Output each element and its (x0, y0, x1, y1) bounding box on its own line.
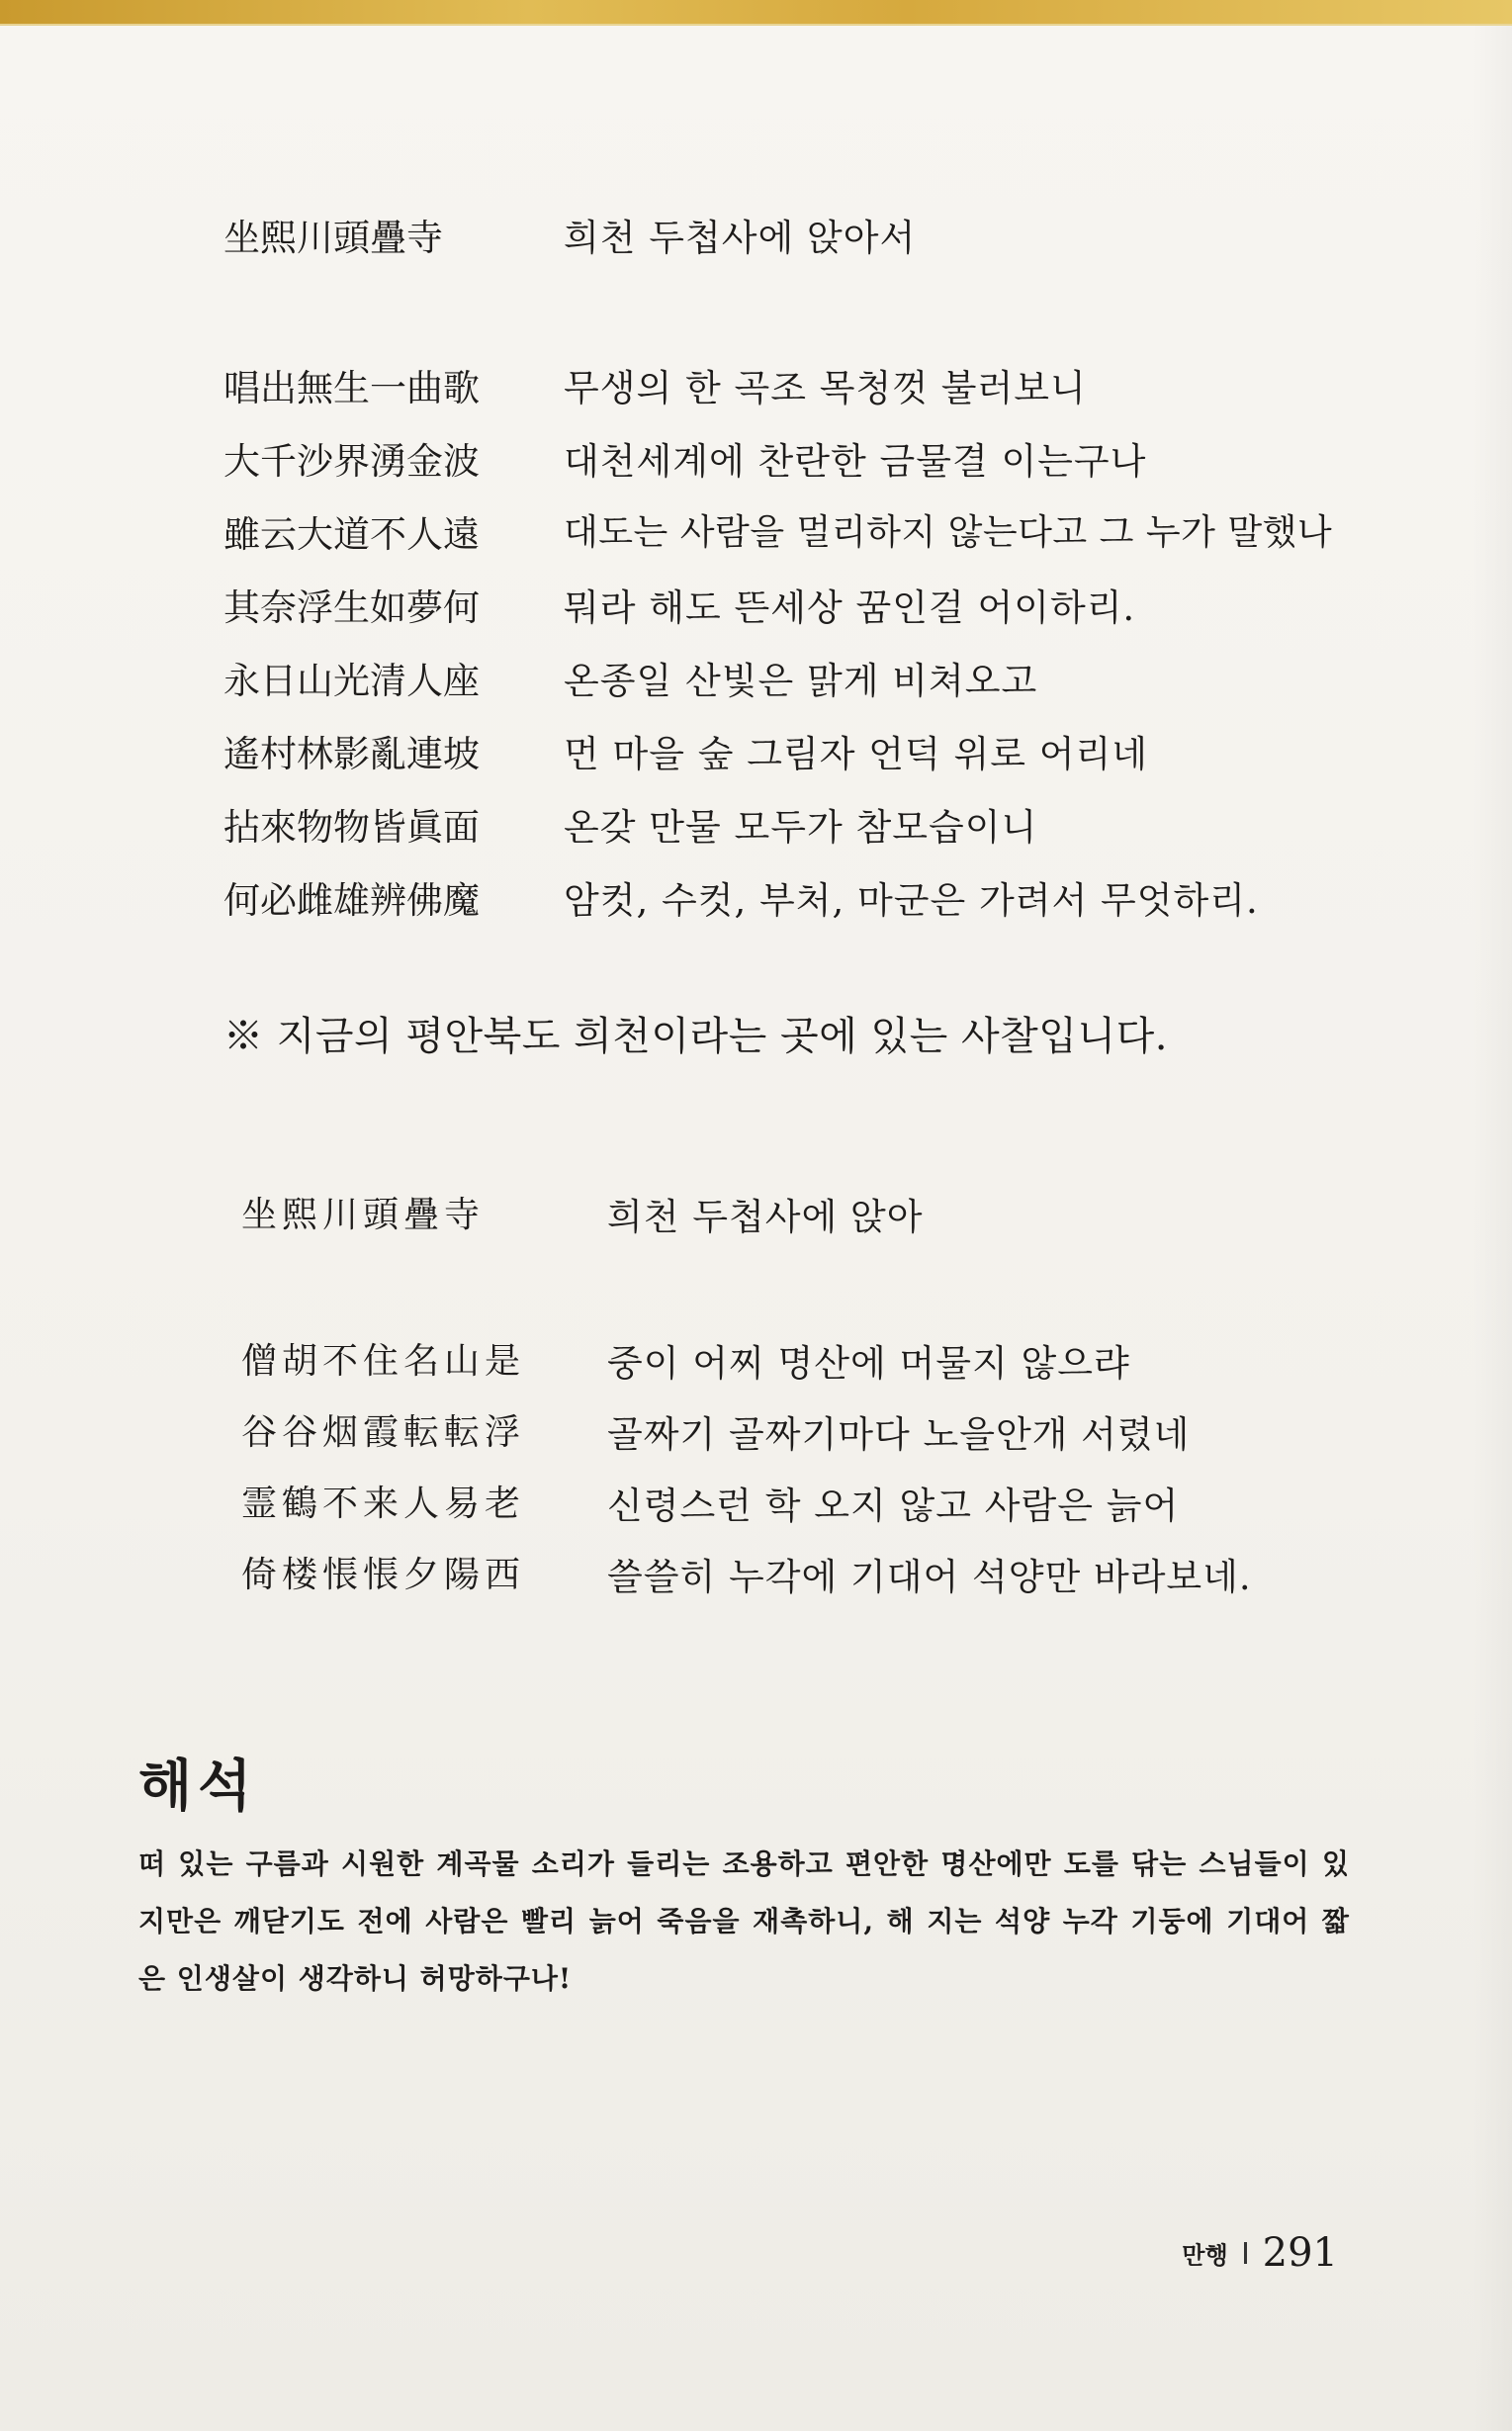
footer-divider (1244, 2242, 1247, 2264)
poem-line-kor: 대천세계에 찬란한 금물결 이는구나 (564, 440, 1147, 483)
poem-line-kor: 먼 마을 숲 그림자 언덕 위로 어리네 (564, 733, 1148, 775)
poem-line-kor: 무생의 한 곡조 목청껏 불러보니 (564, 367, 1087, 409)
running-head: 만행 (1182, 2240, 1228, 2270)
poem-line-kor: 중이 어찌 명산에 머물지 않으랴 (607, 1342, 1130, 1385)
page-top-edge (0, 0, 1512, 26)
poem-line-han: 唱出無生一曲歌 (223, 367, 480, 409)
poem-line-kor: 온갖 만물 모두가 참모습이니 (564, 806, 1038, 849)
poem-line-han: 永日山光清人座 (223, 660, 480, 702)
poem-line-kor: 신령스런 학 오지 않고 사람은 늙어 (607, 1485, 1180, 1527)
poem-line-kor: 온종일 산빛은 맑게 비쳐오고 (564, 660, 1038, 702)
poem-line-kor: 뭐라 해도 뜬세상 꿈인걸 어이하리. (564, 586, 1136, 629)
poem-line-han: 拈來物物皆眞面 (223, 806, 480, 849)
poem-line-han: 何必雌雄辨佛魔 (223, 879, 480, 922)
poem-line-han: 其奈浮生如夢何 (223, 586, 480, 629)
poem-line-kor: 골짜기 골짜기마다 노을안개 서렸네 (607, 1413, 1191, 1456)
poem-line-kor: 쓸쓸히 누각에 기대어 석양만 바라보네. (607, 1556, 1252, 1598)
poem-line-han: 僧胡不住名山是 (241, 1341, 526, 1382)
poem-1-title-han: 坐熙川頭疊寺 (223, 217, 443, 259)
poem-1 (223, 208, 1361, 940)
page-number: 291 (1262, 2230, 1338, 2276)
footnote-note: ※ 지금의 평안북도 희천이라는 곳에 있는 사찰입니다. (223, 1014, 1168, 1059)
poem-line-han: 倚楼悵悵夕陽西 (241, 1555, 526, 1595)
poem-line-han: 大千沙界湧金波 (223, 440, 480, 483)
poem-line-kor: 대도는 사람을 멀리하지 않는다고 그 누가 말했나 (564, 512, 1333, 553)
poem-line-han: 谷谷烟霞転転浮 (241, 1412, 526, 1453)
poem-2 (241, 1187, 1349, 1612)
poem-line-han: 雖云大道不人遠 (223, 513, 480, 556)
poem-2-title-kor: 희천 두첩사에 앉아 (607, 1196, 924, 1238)
poem-line-han: 霊鶴不来人易老 (241, 1484, 526, 1524)
page-footer (1182, 2230, 1338, 2276)
poem-2-title-han: 坐熙川頭疊寺 (241, 1195, 486, 1235)
interpretation-body: 떠 있는 구름과 시원한 계곡물 소리가 들리는 조용하고 편안한 명산에만 도를 닦는 스님들이 있지만은 깨닫기도 전에 사람은 빨리 늙어 죽음을 재촉하니, 해 지는 석양 누각 기둥에 기대어 짧은 인생살이 생각하니 허망하구나! (138, 1847, 1350, 1995)
interpretation-heading: 해석 (138, 1754, 258, 1819)
poem-line-kor: 암컷, 수컷, 부처, 마군은 가려서 무엇하리. (564, 879, 1259, 922)
poem-line-han: 遙村林影亂連坡 (223, 733, 480, 775)
page-shadow (1472, 26, 1512, 2431)
poem-1-title-kor: 희천 두첩사에 앉아서 (564, 217, 917, 259)
